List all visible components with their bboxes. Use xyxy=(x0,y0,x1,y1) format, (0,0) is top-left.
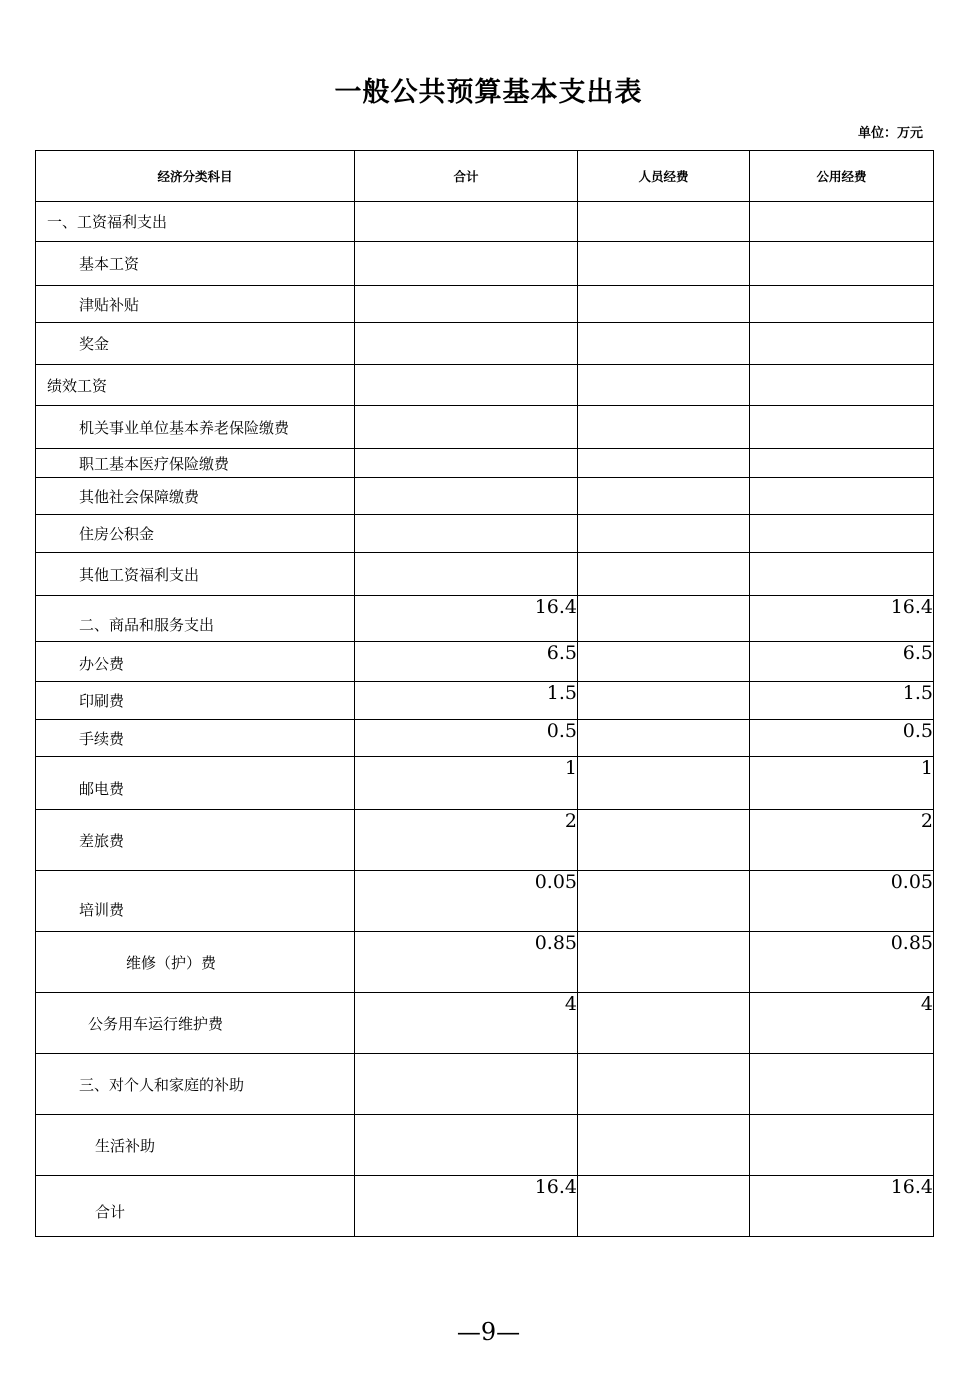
row-label: 基本工资 xyxy=(36,242,355,286)
row-label: 职工基本医疗保险缴费 xyxy=(36,449,355,478)
cell-public: 4 xyxy=(750,993,934,1054)
cell-total: 1.5 xyxy=(355,682,578,720)
table-row xyxy=(36,553,934,596)
cell-public xyxy=(750,286,934,323)
unit-label: 单位：万元 xyxy=(857,126,923,141)
cell-personnel xyxy=(578,202,750,242)
cell-total xyxy=(355,406,578,449)
table-row xyxy=(36,478,934,515)
table-row xyxy=(36,1054,934,1115)
row-label: 其他工资福利支出 xyxy=(36,553,355,596)
header-public: 公用经费 xyxy=(750,151,934,202)
table-row xyxy=(36,810,934,871)
cell-public: 16.4 xyxy=(750,1176,934,1237)
cell-personnel xyxy=(578,478,750,515)
cell-public xyxy=(750,1115,934,1176)
table-row-total xyxy=(36,1176,934,1237)
cell-personnel xyxy=(578,365,750,406)
page-title: 一般公共预算基本支出表 xyxy=(334,77,643,108)
row-label: 机关事业单位基本养老保险缴费 xyxy=(36,406,355,449)
row-label: 津贴补贴 xyxy=(36,286,355,323)
cell-public: 6.5 xyxy=(750,642,934,682)
cell-public: 2 xyxy=(750,810,934,871)
row-label: 手续费 xyxy=(36,720,355,757)
cell-public xyxy=(750,515,934,553)
cell-personnel xyxy=(578,932,750,993)
cell-personnel xyxy=(578,1115,750,1176)
table-row xyxy=(36,993,934,1054)
cell-total: 1 xyxy=(355,757,578,810)
cell-personnel xyxy=(578,323,750,365)
budget-table xyxy=(35,150,934,1237)
page-number: —9— xyxy=(456,1318,521,1346)
cell-personnel xyxy=(578,553,750,596)
table-row xyxy=(36,682,934,720)
cell-personnel xyxy=(578,682,750,720)
cell-total xyxy=(355,449,578,478)
cell-personnel xyxy=(578,720,750,757)
table-row xyxy=(36,642,934,682)
row-label: 奖金 xyxy=(36,323,355,365)
table-header-row xyxy=(36,151,934,202)
cell-public: 1.5 xyxy=(750,682,934,720)
row-label: 三、对个人和家庭的补助 xyxy=(36,1054,355,1115)
cell-public xyxy=(750,365,934,406)
cell-total: 2 xyxy=(355,810,578,871)
table-row xyxy=(36,406,934,449)
cell-personnel xyxy=(578,1054,750,1115)
cell-personnel xyxy=(578,515,750,553)
table-row xyxy=(36,757,934,810)
table-row xyxy=(36,932,934,993)
cell-public: 0.5 xyxy=(750,720,934,757)
cell-personnel xyxy=(578,993,750,1054)
cell-public xyxy=(750,406,934,449)
cell-public xyxy=(750,242,934,286)
table-row xyxy=(36,515,934,553)
cell-total xyxy=(355,323,578,365)
cell-personnel xyxy=(578,449,750,478)
cell-total: 4 xyxy=(355,993,578,1054)
cell-total xyxy=(355,365,578,406)
table-row xyxy=(36,871,934,932)
cell-public xyxy=(750,202,934,242)
cell-public: 0.05 xyxy=(750,871,934,932)
table-row xyxy=(36,242,934,286)
cell-total xyxy=(355,202,578,242)
cell-total: 0.05 xyxy=(355,871,578,932)
row-label: 邮电费 xyxy=(36,757,355,810)
row-label: 培训费 xyxy=(36,871,355,932)
cell-public xyxy=(750,323,934,365)
row-label: 合计 xyxy=(36,1176,355,1237)
header-personnel: 人员经费 xyxy=(578,151,750,202)
cell-public: 1 xyxy=(750,757,934,810)
row-label: 维修（护）费 xyxy=(36,932,355,993)
cell-personnel xyxy=(578,596,750,642)
cell-personnel xyxy=(578,1176,750,1237)
cell-public xyxy=(750,478,934,515)
table-row xyxy=(36,323,934,365)
row-label: 差旅费 xyxy=(36,810,355,871)
cell-public xyxy=(750,1054,934,1115)
row-label: 其他社会保障缴费 xyxy=(36,478,355,515)
cell-personnel xyxy=(578,242,750,286)
row-label: 绩效工资 xyxy=(36,365,355,406)
cell-public xyxy=(750,449,934,478)
table-row xyxy=(36,596,934,642)
table-row xyxy=(36,449,934,478)
row-label: 一、工资福利支出 xyxy=(36,202,355,242)
cell-total: 16.4 xyxy=(355,1176,578,1237)
row-label: 公务用车运行维护费 xyxy=(36,993,355,1054)
table-row xyxy=(36,202,934,242)
table-row xyxy=(36,720,934,757)
table-row xyxy=(36,1115,934,1176)
cell-personnel xyxy=(578,286,750,323)
cell-total xyxy=(355,1054,578,1115)
row-label: 生活补助 xyxy=(36,1115,355,1176)
cell-public: 16.4 xyxy=(750,596,934,642)
cell-personnel xyxy=(578,871,750,932)
cell-public: 0.85 xyxy=(750,932,934,993)
cell-total: 6.5 xyxy=(355,642,578,682)
header-total: 合计 xyxy=(355,151,578,202)
row-label: 印刷费 xyxy=(36,682,355,720)
table-row xyxy=(36,365,934,406)
cell-total xyxy=(355,1115,578,1176)
cell-personnel xyxy=(578,406,750,449)
cell-personnel xyxy=(578,757,750,810)
cell-public xyxy=(750,553,934,596)
cell-total: 0.5 xyxy=(355,720,578,757)
cell-total xyxy=(355,478,578,515)
cell-personnel xyxy=(578,642,750,682)
cell-total xyxy=(355,515,578,553)
cell-total: 16.4 xyxy=(355,596,578,642)
cell-total: 0.85 xyxy=(355,932,578,993)
cell-total xyxy=(355,286,578,323)
cell-total xyxy=(355,553,578,596)
cell-total xyxy=(355,242,578,286)
row-label: 二、商品和服务支出 xyxy=(36,596,355,642)
cell-personnel xyxy=(578,810,750,871)
row-label: 办公费 xyxy=(36,642,355,682)
table-row xyxy=(36,286,934,323)
header-category: 经济分类科目 xyxy=(36,151,355,202)
row-label: 住房公积金 xyxy=(36,515,355,553)
